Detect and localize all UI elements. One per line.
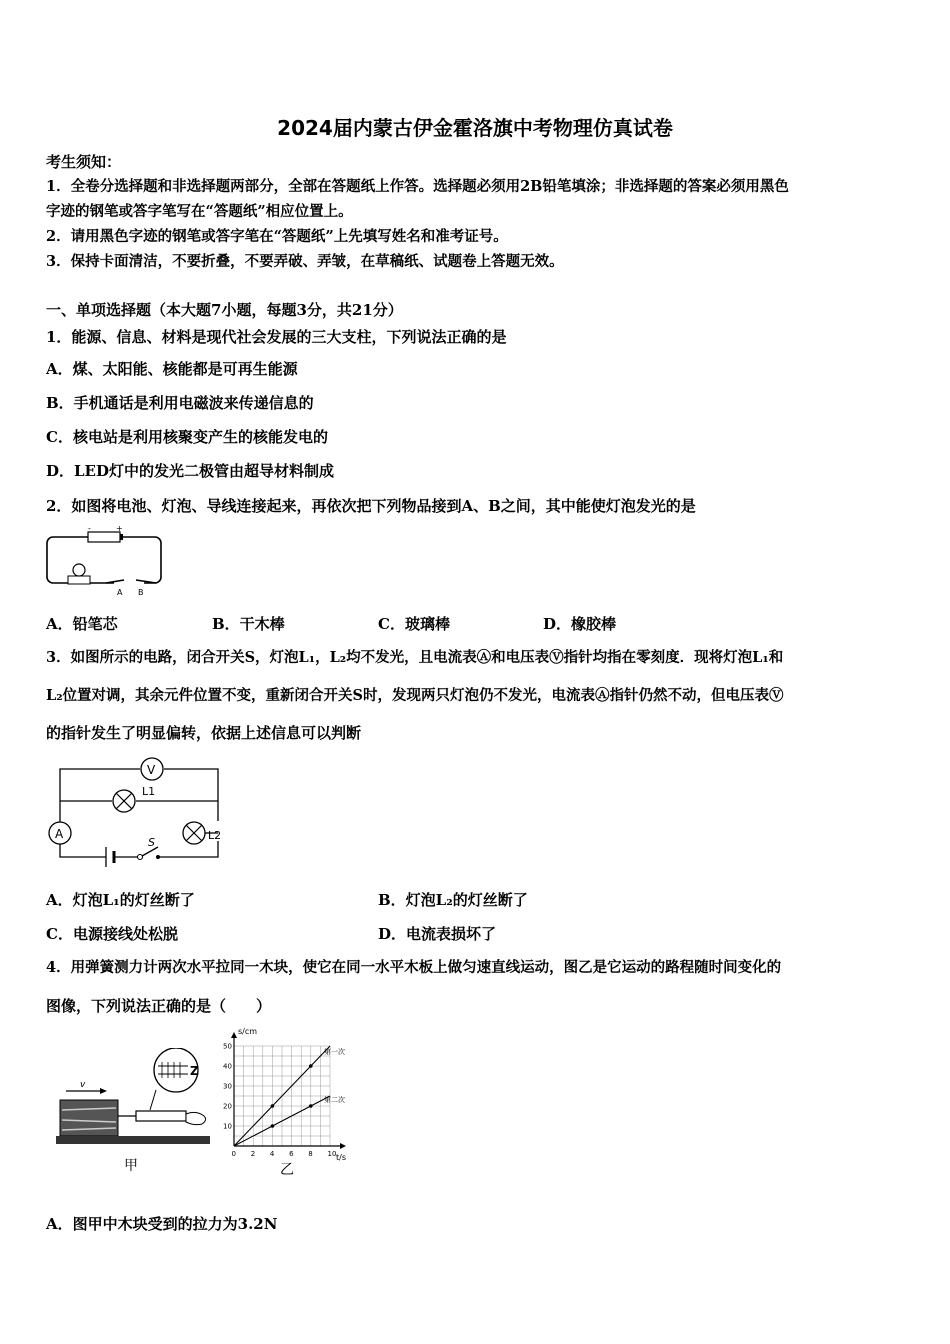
question-4-option-a: A．图甲中木块受到的拉力为3.2N xyxy=(46,1215,278,1233)
lamp-l2-label: L2 xyxy=(208,829,222,842)
series-label-second: 第二次 xyxy=(324,1096,345,1104)
wooden-block xyxy=(60,1100,118,1136)
question-2-option-a: A．铅笔芯 xyxy=(46,615,118,633)
circuit-wire xyxy=(47,537,161,583)
question-4-line: 4．用弹簧测力计两次水平拉同一木块，使它在同一水平木板上做匀速直线运动，图乙是它运动的路程随时间变化的 xyxy=(46,959,782,976)
x-tick-label: 10 xyxy=(327,1150,337,1158)
velocity-arrow xyxy=(66,1080,107,1094)
question-3-option-b: B．灯泡L₂的灯丝断了 xyxy=(378,891,528,909)
spring-scale-icon xyxy=(118,1111,206,1125)
ammeter-icon xyxy=(49,822,71,844)
question-1-option-d: D．LED灯中的发光二极管由超导材料制成 xyxy=(46,462,334,480)
x-tick-label: 2 xyxy=(250,1150,256,1158)
y-tick-label: 40 xyxy=(223,1062,232,1071)
battery-icon xyxy=(106,847,114,867)
y-tick-label: 20 xyxy=(223,1102,232,1111)
svg-text:V: V xyxy=(147,763,156,777)
question-2-option-d: D．橡胶棒 xyxy=(543,615,617,633)
switch-label: S xyxy=(148,836,155,849)
figure-yi-label: 乙 xyxy=(280,1162,294,1178)
notice-line: 3．保持卡面清洁，不要折叠，不要弄破、弄皱，在草稿纸、试题卷上答题无效。 xyxy=(46,253,564,270)
question-1-option-a: A．煤、太阳能、核能都是可再生能源 xyxy=(46,360,298,378)
svg-text:+: + xyxy=(116,524,123,533)
terminal-b-label: B xyxy=(138,588,144,597)
x-axis-label: t/s xyxy=(336,1153,346,1162)
notice-line: 字迹的钢笔或答字笔写在“答题纸”相应位置上。 xyxy=(46,203,353,220)
lamp-l1-icon xyxy=(113,790,135,812)
x-tick-label: 8 xyxy=(308,1150,313,1158)
page-title: 2024届内蒙古伊金霍洛旗中考物理仿真试卷 xyxy=(277,116,673,140)
x-tick-label: 4 xyxy=(269,1150,275,1158)
x-tick-label: 0 xyxy=(231,1150,236,1158)
question-1-option-b: B．手机通话是利用电磁波来传递信息的 xyxy=(46,394,314,412)
question-4-line: 图像，下列说法正确的是（ ） xyxy=(46,997,272,1015)
x-axis-arrow xyxy=(340,1143,346,1149)
notice-line: 2．请用黑色字迹的钢笔或答字笔在“答题纸”上先填写姓名和准考证号。 xyxy=(46,228,508,245)
question-2-option-b: B．干木棒 xyxy=(212,615,285,633)
notice-heading: 考生须知： xyxy=(46,153,122,171)
question-1-stem: 1．能源、信息、材料是现代社会发展的三大支柱，下列说法正确的是 xyxy=(46,328,507,346)
voltmeter-icon xyxy=(141,758,163,780)
data-point xyxy=(271,1104,275,1108)
question-3-option-d: D．电流表损坏了 xyxy=(378,925,497,943)
y-axis-label: s/cm xyxy=(238,1027,258,1036)
data-point xyxy=(309,1064,313,1068)
question-2-stem: 2．如图将电池、灯泡、导线连接起来，再依次把下列物品接到A、B之间，其中能使灯泡发光的是 xyxy=(46,497,696,515)
chart-ticks xyxy=(223,1043,336,1159)
battery-icon xyxy=(88,524,123,542)
data-point xyxy=(271,1124,275,1128)
lamp-l1-label: L1 xyxy=(142,785,156,798)
bulb-icon xyxy=(68,564,90,584)
velocity-label: v xyxy=(80,1080,86,1090)
notice-line: 1．全卷分选择题和非选择题两部分，全部在答题纸上作答。选择题必须用2B铅笔填涂；非选择题的答案必须用黑色 xyxy=(46,178,789,195)
q2-circuit-figure xyxy=(44,524,168,598)
question-3-option-c: C．电源接线处松脱 xyxy=(46,925,178,943)
question-2-option-c: C．玻璃棒 xyxy=(378,615,450,633)
y-tick-label: 30 xyxy=(223,1082,232,1091)
q4-figure-jia xyxy=(52,1048,212,1174)
q4-st-graph xyxy=(222,1024,362,1178)
series-label-first: 第一次 xyxy=(324,1048,345,1056)
figure-jia-label: 甲 xyxy=(124,1158,138,1174)
question-3-line: L₂位置对调，其余元件位置不变，重新闭合开关S时，发现两只灯泡仍不发光，电流表Ⓐ指针仍然不动，但电压表Ⓥ xyxy=(46,687,784,704)
x-tick-label: 6 xyxy=(289,1150,294,1158)
question-3-line: 的指针发生了明显偏转，依据上述信息可以判断 xyxy=(46,724,362,742)
question-3-line: 3．如图所示的电路，闭合开关S，灯泡L₁，L₂均不发光，且电流表Ⓐ和电压表Ⓥ指针均指在零刻度．现将灯泡L₁和 xyxy=(46,649,784,666)
question-3-option-a: A．灯泡L₁的灯丝断了 xyxy=(46,891,195,909)
y-axis-arrow xyxy=(231,1032,237,1038)
terminal-a-label: A xyxy=(117,588,123,597)
wooden-board xyxy=(56,1136,210,1144)
data-point xyxy=(309,1104,313,1108)
unit-label: Z xyxy=(190,1064,199,1078)
section-heading: 一、单项选择题（本大题7小题，每题3分，共21分） xyxy=(46,301,403,319)
y-tick-label: 50 xyxy=(223,1042,232,1051)
question-1-option-c: C．核电站是利用核聚变产生的核能发电的 xyxy=(46,428,328,446)
q3-circuit-figure xyxy=(42,757,232,873)
svg-text:-: - xyxy=(88,524,91,533)
magnified-scale-icon xyxy=(150,1048,199,1110)
y-tick-label: 10 xyxy=(223,1122,232,1131)
svg-text:A: A xyxy=(55,827,64,841)
